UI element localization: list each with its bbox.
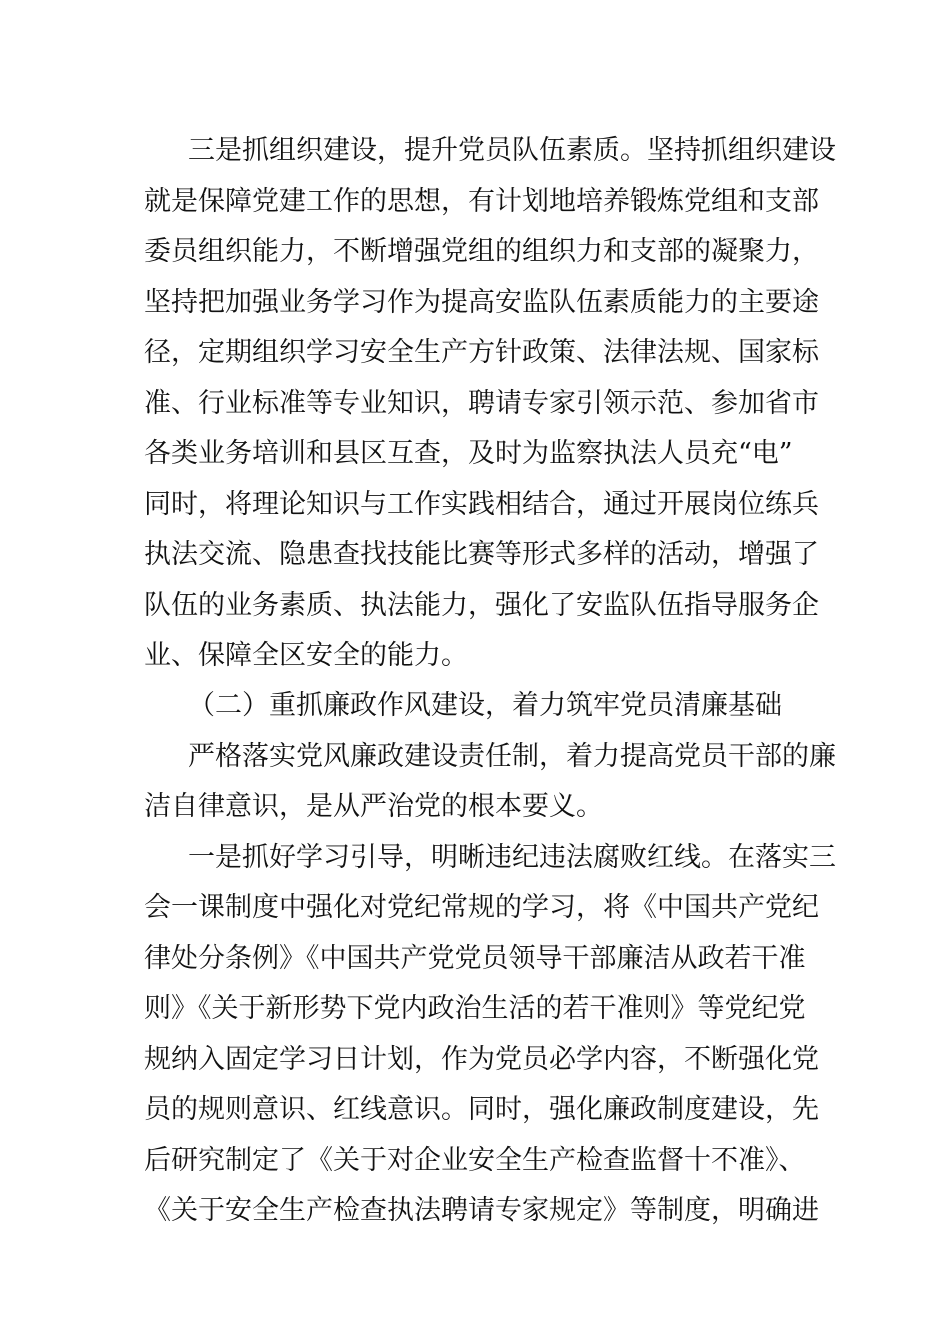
text-line: 严格落实党风廉政建设责任制，着力提高党员干部的廉 [188,741,836,772]
text-line: 律处分条例》《中国共产党党员领导干部廉洁从政若干准 [144,943,806,974]
text-line: 洁自律意识，是从严治党的根本要义。 [144,791,603,822]
text-line: 径，定期组织学习安全生产方针政策、法律法规、国家标 [144,337,819,368]
text-line: 则》《关于新形势下党内政治生活的若干准则》等党纪党 [144,993,806,1024]
text-line: 业、保障全区安全的能力。 [144,640,468,671]
text-line: 委员组织能力，不断增强党组的组织力和支部的凝聚力， [144,236,819,267]
text-line: 后研究制定了《关于对企业安全生产检查监督十不准》、 [144,1145,806,1176]
section-heading: （二）重抓廉政作风建设，着力筑牢党员清廉基础 [188,690,782,721]
text-line: 就是保障党建工作的思想，有计划地培养锻炼党组和支部 [144,186,819,217]
text-line: 队伍的业务素质、执法能力，强化了安监队伍指导服务企 [144,590,819,621]
text-line: 员的规则意识、红线意识。同时，强化廉政制度建设，先 [144,1094,819,1125]
text-line: 三是抓组织建设，提升党员队伍素质。坚持抓组织建设 [188,135,836,166]
text-line: 准、行业标准等专业知识，聘请专家引领示范、参加省市 [144,388,819,419]
text-line: 会一课制度中强化对党纪常规的学习，将《中国共产党纪 [144,892,819,923]
text-line: 规纳入固定学习日计划，作为党员必学内容，不断强化党 [144,1044,819,1075]
text-line: 一是抓好学习引导，明晰违纪违法腐败红线。在落实三 [188,842,836,873]
text-line: 各类业务培训和县区互查，及时为监察执法人员充“电” [144,438,793,469]
text-line: 坚持把加强业务学习作为提高安监队伍素质能力的主要途 [144,287,819,318]
text-line: 《关于安全生产检查执法聘请专家规定》等制度，明确进 [144,1195,819,1226]
text-line: 执法交流、隐患查找技能比赛等形式多样的活动，增强了 [144,539,819,570]
text-line: 同时，将理论知识与工作实践相结合，通过开展岗位练兵 [144,489,819,520]
